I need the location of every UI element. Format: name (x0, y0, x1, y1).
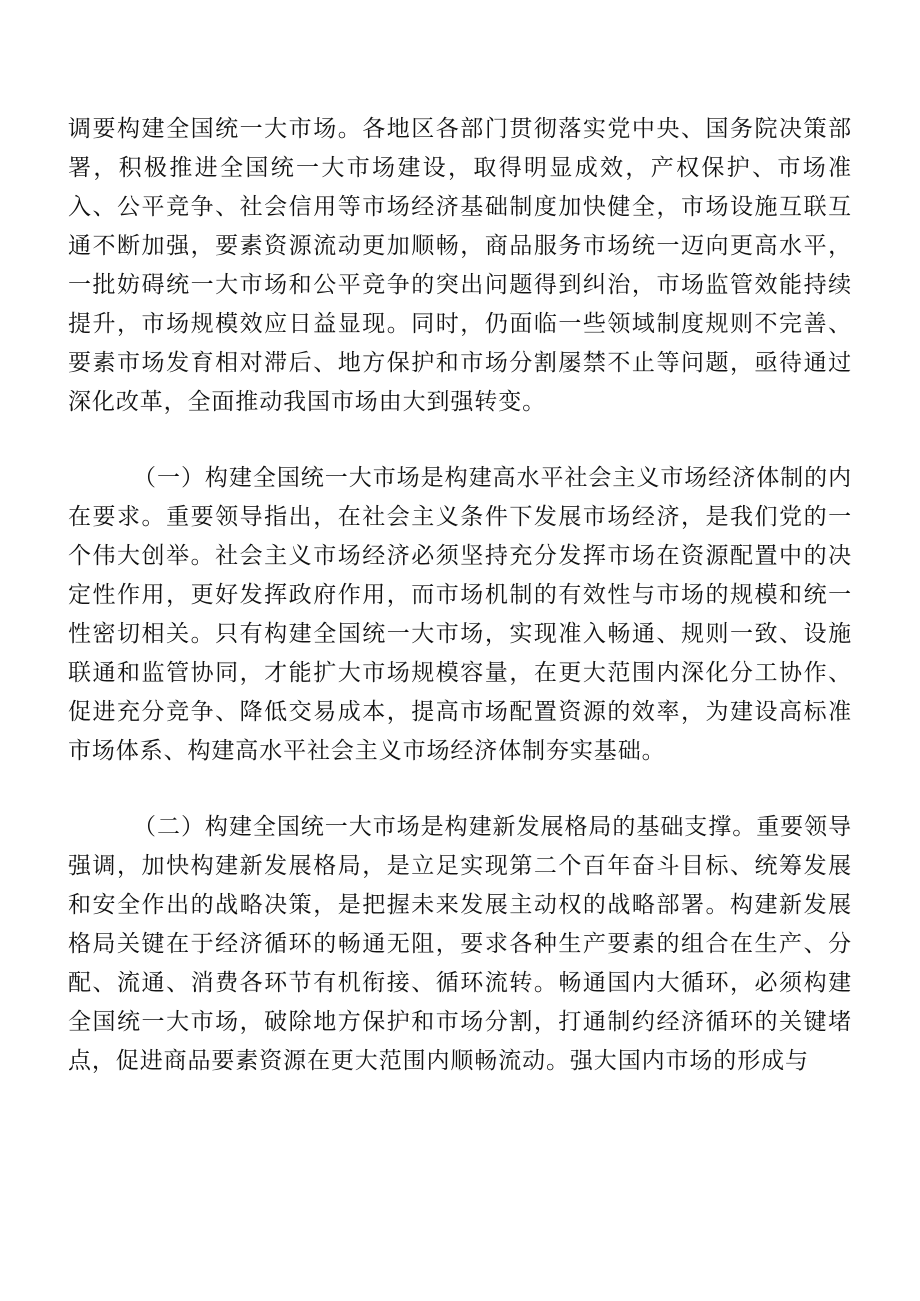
paragraph-continuation: 调要构建全国统一大市场。各地区各部门贯彻落实党中央、国务院决策部署，积极推进全国统一大市场建设，取得明显成效，产权保护、市场准入、公平竞争、社会信用等市场经济基础制度加快健全，市场设施互联互通不断加强，要素资源流动更加顺畅，商品服务市场统一迈向更高水平，一批妨碍统一大市场和公平竞争的突出问题得到纠治，市场监管效能持续提升，市场规模效应日益显现。同时，仍面临一些领域制度规则不完善、要素市场发育相对滞后、地方保护和市场分割屡禁不止等问题，亟待通过深化改革，全面推动我国市场由大到强转变。 (68, 116, 852, 415)
paragraph-section-two: （二）构建全国统一大市场是构建新发展格局的基础支撑。重要领导强调，加快构建新发展格局，是立足实现第二个百年奋斗目标、统筹发展和安全作出的战略决策，是把握未来发展主动权的战略部署。构建新发展格局关键在于经济循环的畅通无阻，要求各种生产要素的组合在生产、分配、流通、消费各环节有机衔接、循环流转。畅通国内大循环，必须构建全国统一大市场，破除地方保护和市场分割，打通制约经济循环的关键堵点，促进商品要素资源在更大范围内顺畅流动。强大国内市场的形成与 (68, 814, 852, 1074)
document-body (68, 110, 852, 1081)
paragraph-section-one: （一）构建全国统一大市场是构建高水平社会主义市场经济体制的内在要求。重要领导指出，在社会主义条件下发展市场经济，是我们党的一个伟大创举。社会主义市场经济必须坚持充分发挥市场在资源配置中的决定性作用，更好发挥政府作用，而市场机制的有效性与市场的规模和统一性密切相关。只有构建全国统一大市场，实现准入畅通、规则一致、设施联通和监管协同，才能扩大市场规模容量，在更大范围内深化分工协作、促进充分竞争、降低交易成本，提高市场配置资源的效率，为建设高标准市场体系、构建高水平社会主义市场经济体制夯实基础。 (68, 465, 852, 764)
